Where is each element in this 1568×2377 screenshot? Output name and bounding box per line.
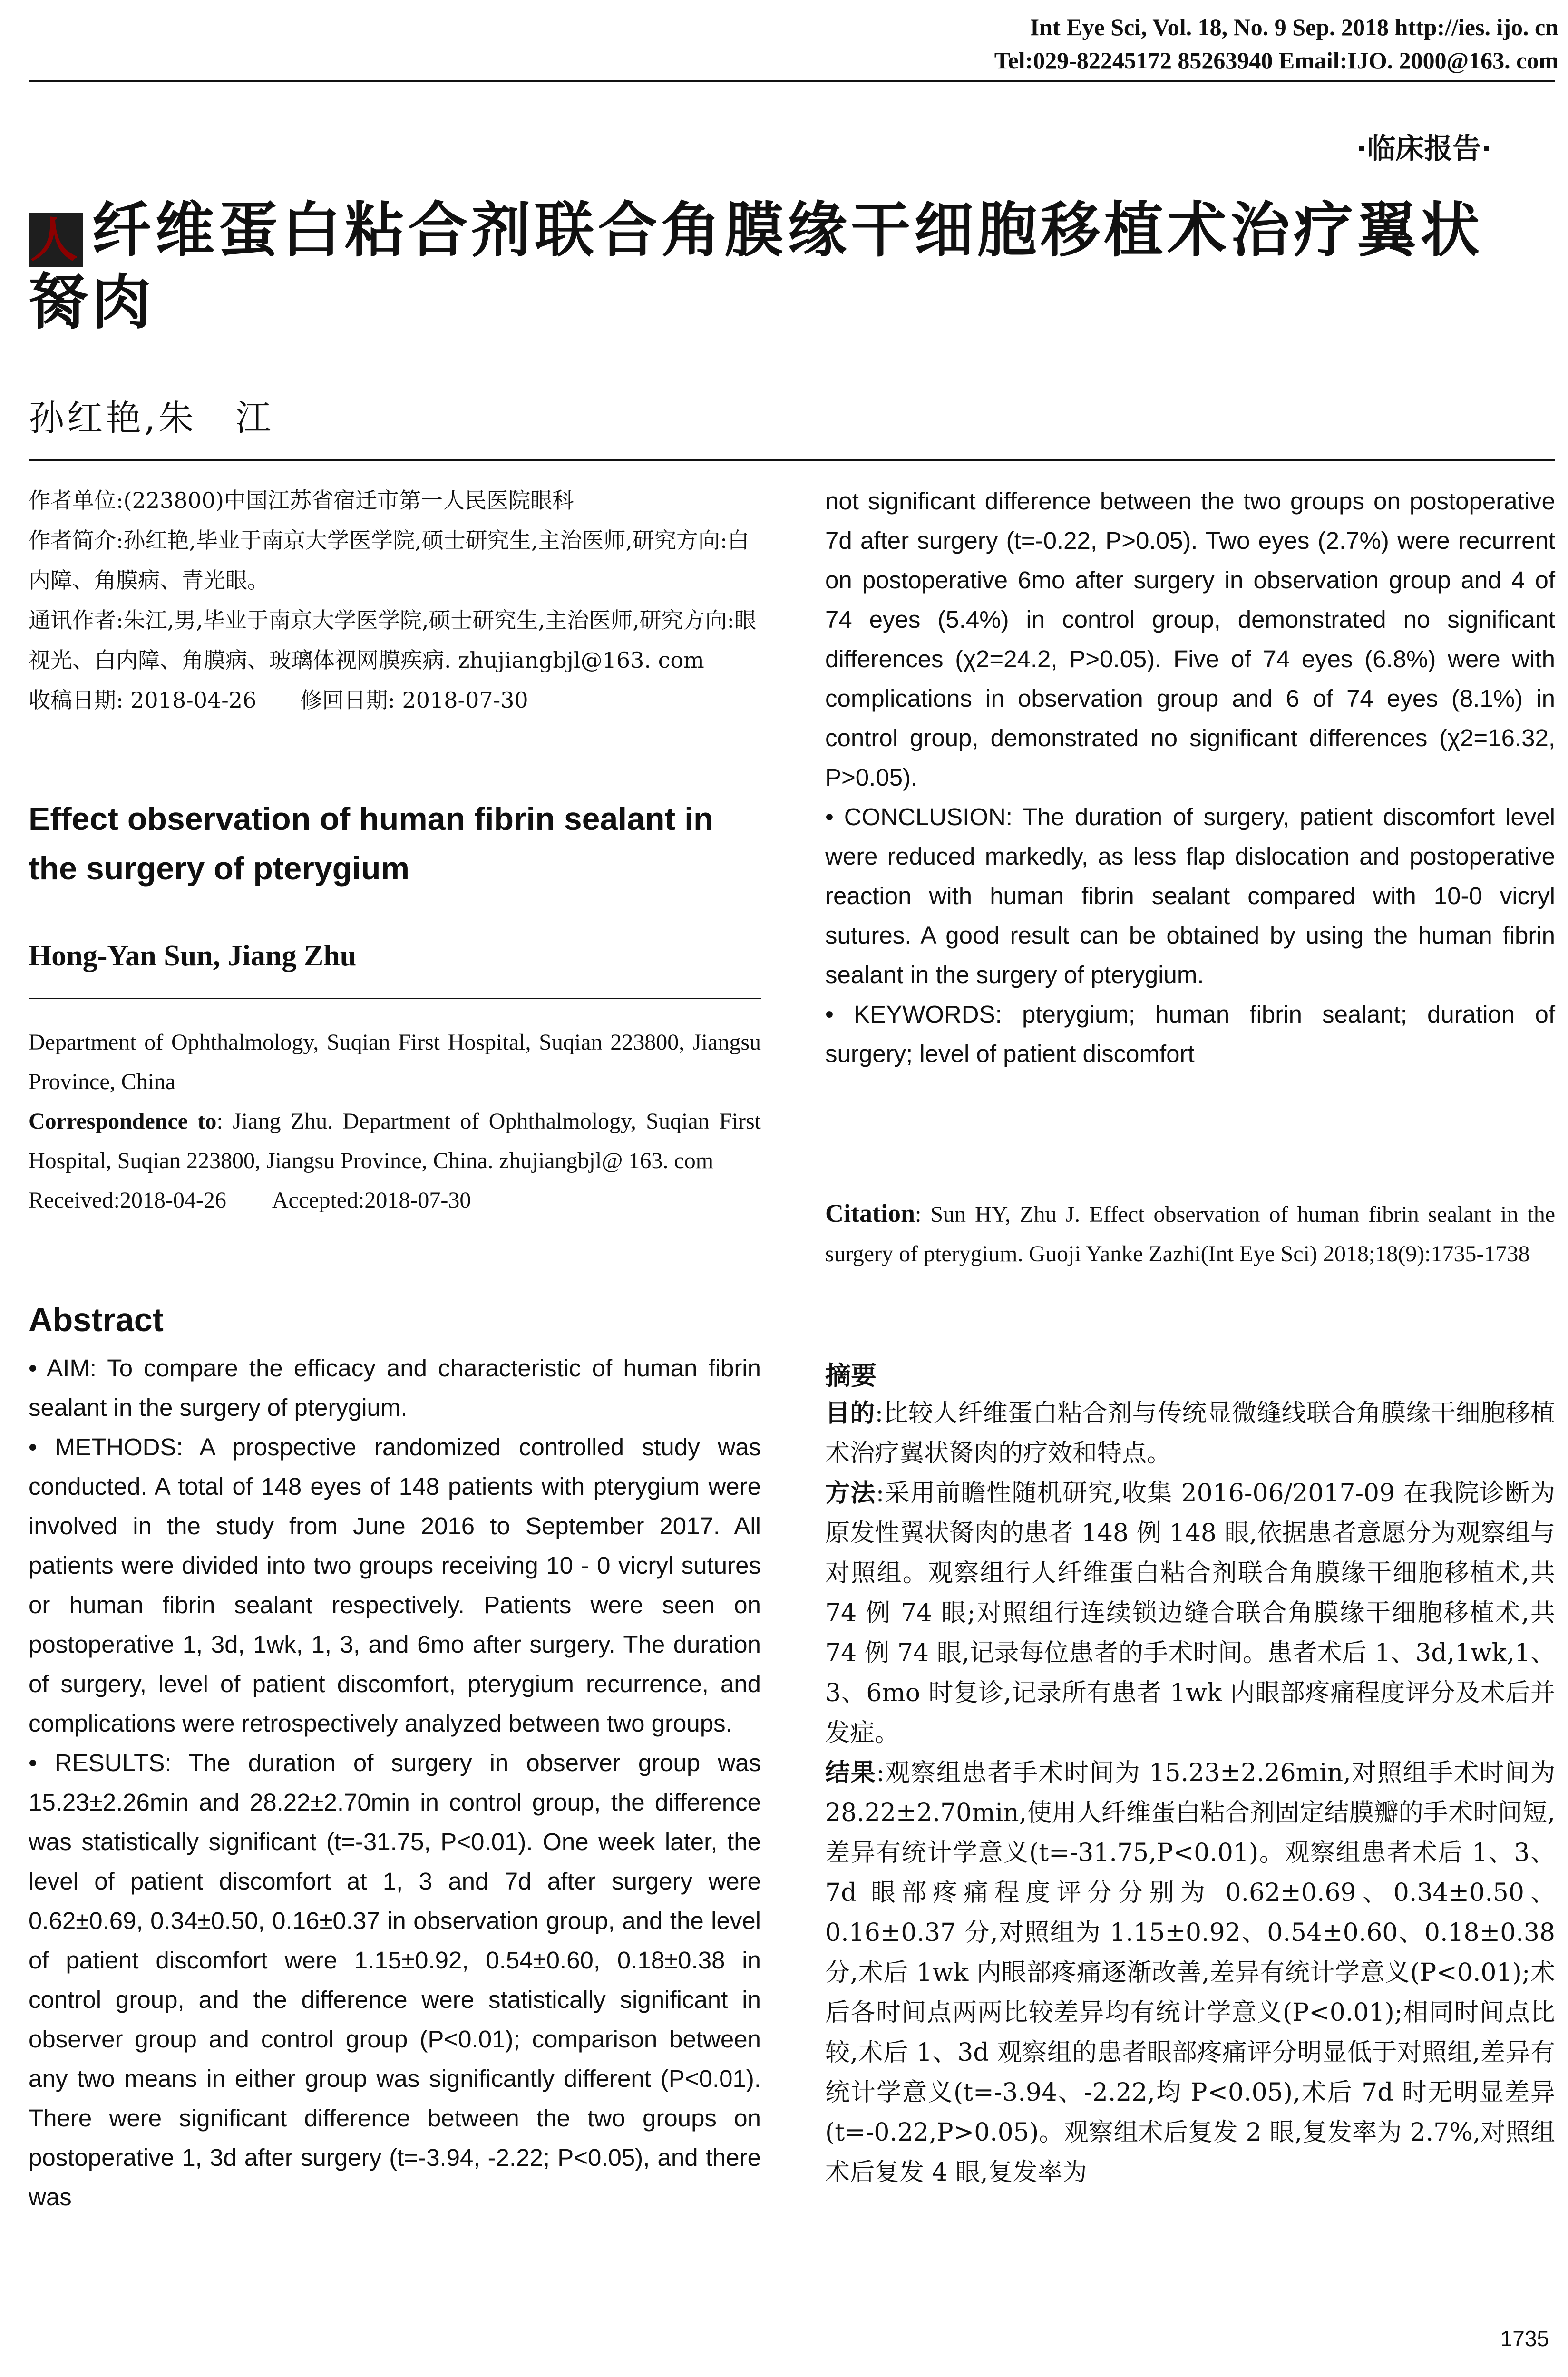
cn-aim-label: 目的 (825, 1399, 875, 1428)
cn-results (825, 1753, 1555, 2192)
cn-abstract-heading: 摘要 (825, 1361, 877, 1391)
english-authors-block (29, 939, 761, 973)
citation-label: Citation (825, 1199, 915, 1227)
author-bio: 作者简介:孙红艳,毕业于南京大学医学院,硕士研究生,主治医师,研究方向:白内障、角膜病、青光眼。 (29, 527, 750, 593)
abstract-methods: • METHODS: A prospective randomized controlled study was conducted. A total of 148 eyes of 148 patients with pterygium were involved in the study from June 2016 to September 2017. All patients were divided into two groups receiving 10 - 0 vicryl sutures or human fibrin sealant respectively. Patients were seen on postoperative 1, 3d, 1wk, 1, 3, and 6mo after surgery. The duration of surgery, level of patient discomfort, pterygium recurrence, and complications were retrospectively analyzed between two groups. (29, 1433, 761, 1737)
received-dates-cn: 收稿日期: 2018-04-26 修回日期: 2018-07-30 (29, 687, 528, 713)
title-logo-mark: 人 (29, 213, 83, 267)
page-number: 1735 (1500, 2326, 1549, 2351)
cn-results-label: 结果 (825, 1759, 877, 1787)
received-accepted: Received:2018-04-26 Accepted:2018-07-30 (29, 1188, 471, 1213)
abstract-heading-block (29, 1301, 761, 1339)
cn-results-text: :观察组患者手术时间为 15.23±2.26min,对照组手术时间为 28.22±2.70min,使用人纤维蛋白粘合剂固定结膜瓣的手术时间短,差异有统计学意义(t=-31.75,P<0.01)。观察组患者术后 1、3、7d 眼部疼痛程度评分分别为 0.62±0.69、0.34±0.50、0.16±0.37 分,对照组为 1.15±0.92、0.54±0.60、0.18±0.38 分,术后 1wk 内眼部疼痛逐渐改善,差异有统计学意义(P<0.01);术后各时间点两两比较差异均有统计学意义(P<0.01);相同时间点比较,术后 1、3d 观察组的患者眼部疼痛评分明显低于对照组,差异有统计学意义(t=-3.94、-2.22,均 P<0.05),术后 7d 时无明显差异(t=-0.22,P>0.05)。观察组术后复发 2 眼,复发率为 2.7%,对照组术后复发 4 眼,复发率为 (825, 1759, 1555, 2187)
article-title (29, 195, 1546, 339)
title-rule (29, 459, 1555, 461)
authors-rule (29, 998, 761, 999)
abstract-left (29, 1348, 761, 2217)
abstract-results: • RESULTS: The duration of surgery in observer group was 15.23±2.26min and 28.22±2.70min in control group, the difference was statistically significant (t=-31.75, P<0.01). One week later, the level of patient discomfort at 1, 3 and 7d after surgery were 0.62±0.69, 0.34±0.50, 0.16±0.37 in observation group, and the level of patient discomfort were 1.15±0.92, 0.54±0.60, 0.18±0.38 in control group, and the difference were statistically significant in observer group and control group (P<0.01); comparison between any two means in either group was significantly different (P<0.01). There were significant difference between the two groups on postoperative 1, 3d after surgery (t=-3.94, -2.22; P<0.05), and there was (29, 1749, 761, 2211)
cn-aim (825, 1393, 1555, 1473)
cn-methods-text: :采用前瞻性随机研究,收集 2016-06/2017-09 在我院诊断为原发性翼状胬肉的患者 148 例 148 眼,依据患者意愿分为观察组与对照组。观察组行人纤维蛋白粘合剂联合角膜缘干细胞移植术,共 74 例 74 眼;对照组行连续锁边缝合联合角膜缘干细胞移植术,共 74 例 74 眼,记录每位患者的手术时间。患者术后 1、3d,1wk,1、3、6mo 时复诊,记录所有患者 1wk 内眼部疼痛程度评分及术后并发症。 (825, 1479, 1555, 1747)
journal-header-line: Int Eye Sci, Vol. 18, No. 9 Sep. 2018 http://ies. ijo. cn (1030, 14, 1558, 40)
journal-contact-line: Tel:029-82245172 85263940 Email:IJO. 2000@163. com (994, 47, 1558, 74)
abstract-right (825, 481, 1555, 1073)
citation (825, 1194, 1555, 1274)
author-info (29, 480, 761, 720)
section-tag: ·临床报告· (1356, 132, 1492, 166)
cn-abstract-heading-block (825, 1355, 1555, 1392)
english-title-block (29, 794, 761, 893)
abstract-keywords: • KEYWORDS: pterygium; human fibrin sealant; duration of surgery; level of patient discomfort (825, 1001, 1555, 1067)
abstract-conclusion: • CONCLUSION: The duration of surgery, patient discomfort level were reduced markedly, as less flap dislocation and postoperative reaction with human fibrin sealant compared with 10-0 vicryl sutures. A good result can be obtained by using the human fibrin sealant in the surgery of pterygium. (825, 803, 1555, 988)
abstract-heading: Abstract (29, 1301, 164, 1338)
correspondence-label: Correspondence to (29, 1109, 217, 1134)
corresponding-author: 通讯作者:朱江,男,毕业于南京大学医学院,硕士研究生,主治医师,研究方向:眼视光、白内障、角膜病、玻璃体视网膜疾病. zhujiangbjl@163. com (29, 607, 757, 673)
cn-methods (825, 1473, 1555, 1753)
correspondence (29, 1101, 761, 1180)
cn-abstract (825, 1393, 1555, 2192)
department: Department of Ophthalmology, Suqian First Hospital, Suqian 223800, Jiangsu Province, China (29, 1030, 761, 1094)
cn-methods-label: 方法 (825, 1479, 876, 1508)
header-rule (29, 80, 1555, 82)
affiliation (29, 1023, 761, 1220)
abstract-aim: • AIM: To compare the efficacy and characteristic of human fibrin sealant in the surgery of pterygium. (29, 1354, 761, 1421)
citation-block (825, 1194, 1555, 1274)
cn-aim-text: :比较人纤维蛋白粘合剂与传统显微缝线联合角膜缘干细胞移植术治疗翼状胬肉的疗效和特点。 (825, 1399, 1555, 1468)
abstract-results-cont: not significant difference between the two groups on postoperative 7d after surgery (t=-0.22, P>0.05). Two eyes (2.7%) were recurrent on postoperative 6mo after surgery in observation group and 4 of 74 eyes (5.4%) in control group, demonstrated no significant differences (χ2=24.2, P>0.05). Five of 74 eyes (6.8%) were with complications in observation group and 6 of 74 eyes (8.1%) in control group, demonstrated no significant differences (χ2=16.32, P>0.05). (825, 487, 1555, 791)
authors-cn: 孙红艳,朱 江 (29, 397, 274, 439)
author-unit: 作者单位:(223800)中国江苏省宿迁市第一人民医院眼科 (29, 487, 574, 513)
article-title-text: 纤维蛋白粘合剂联合角膜缘干细胞移植术治疗翼状胬肉 (29, 196, 1483, 337)
english-authors: Hong-Yan Sun, Jiang Zhu (29, 940, 357, 972)
english-title: Effect observation of human fibrin sealant in the surgery of pterygium (29, 801, 713, 887)
correspondence-text: : Jiang Zhu. Department of Ophthalmology, Suqian First Hospital, Suqian 223800, Jiangsu Province, China. zhujiangbjl@ 163. com (29, 1109, 761, 1173)
citation-text: : Sun HY, Zhu J. Effect observation of human fibrin sealant in the surgery of pterygium. Guoji Yanke Zazhi(Int Eye Sci) 2018;18(9):1735-1738 (825, 1202, 1555, 1266)
